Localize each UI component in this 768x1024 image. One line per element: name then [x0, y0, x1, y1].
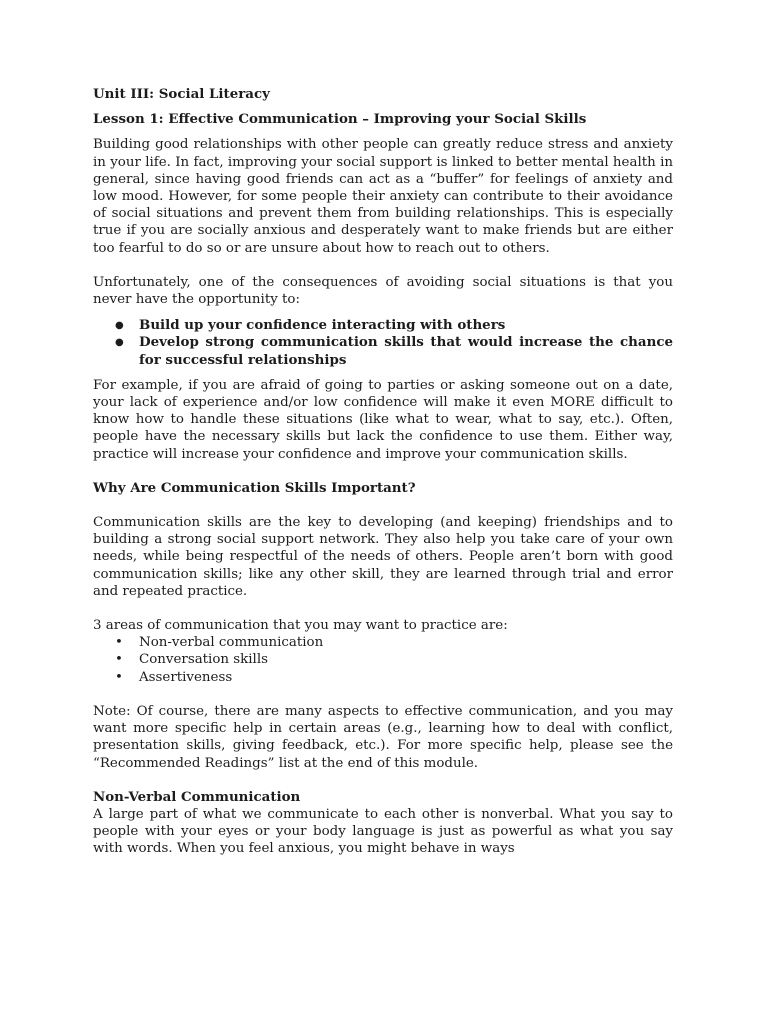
list-item: • Non-verbal communication	[93, 634, 673, 651]
list-item: ● Develop strong communication skills that would increase the chance for successful relationships	[93, 334, 673, 368]
consequences-list	[93, 317, 673, 369]
consequences-paragraph: Unfortunately, one of the consequences of avoiding social situations is that you never have the opportunity to:	[93, 274, 673, 308]
areas-list	[93, 634, 673, 686]
note-paragraph: Note: Of course, there are many aspects to effective communication, and you may want more specific help in certain areas (e.g., learning how to deal with conflict, presentation skills, giving feedback, etc.). For more specific help, please see the “Recommended Readings” list at the end of this module.	[93, 703, 673, 771]
lesson-title: Lesson 1: Effective Communication – Improving your Social Skills	[93, 111, 587, 128]
section-heading-why: Why Are Communication Skills Important?	[93, 479, 416, 496]
areas-intro: 3 areas of communication that you may want to practice are:	[93, 618, 508, 634]
section-heading-nonverbal: Non-Verbal Communication	[93, 788, 301, 805]
importance-paragraph: Communication skills are the key to developing (and keeping) friendships and to building a strong social support network. They also help you take care of your own needs, while being respectful of the needs of others. People aren’t born with good communication skills; like any other skill, they are learned through trial and error and repeated practice.	[93, 515, 673, 599]
list-item: ● Build up your confidence interacting with others	[93, 317, 673, 334]
document-page	[93, 86, 673, 858]
list-item: • Assertiveness	[93, 669, 673, 686]
intro-paragraph: Building good relationships with other people can greatly reduce stress and anxiety in your life. In fact, improving your social support is linked to better mental health in general, since having good friends can act as a “buffer” for feelings of anxiety and low mood. However, for some people their anxiety can contribute to their avoidance of social situations and prevent them from building relationships. This is especially true if you are socially anxious and desperately want to make friends but are either too fearful to do so or are unsure about how to reach out to others.	[93, 137, 673, 256]
example-paragraph: For example, if you are afraid of going to parties or asking someone out on a date, your lack of experience and/or low confidence will make it even MORE difficult to know how to handle these situations (like what to wear, what to say, etc.). Often, people have the necessary skills but lack the confidence to use them. Either way, practice will increase your confidence and improve your communication skills.	[93, 377, 673, 462]
nonverbal-paragraph: A large part of what we communicate to each other is nonverbal. What you say to people with your eyes or your body language is just as powerful as what you say with words. When you feel anxious, you might behave in ways	[93, 806, 673, 857]
list-item: • Conversation skills	[93, 651, 673, 668]
unit-title: Unit III: Social Literacy	[93, 86, 270, 102]
